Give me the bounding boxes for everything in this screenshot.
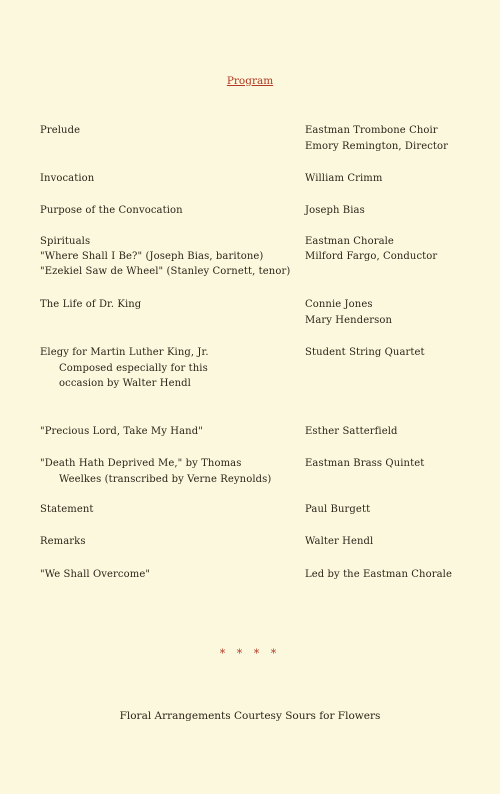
death-note: Weelkes (transcribed by Verne Reynolds) bbox=[59, 474, 272, 485]
life-speaker-2: Mary Henderson bbox=[305, 315, 392, 326]
precious-label: "Precious Lord, Take My Hand" bbox=[40, 426, 203, 437]
prelude-performer: Eastman Trombone Choir bbox=[305, 125, 438, 136]
statement-speaker: Paul Burgett bbox=[305, 504, 371, 515]
precious-performer: Esther Satterfield bbox=[305, 426, 398, 437]
purpose-label: Purpose of the Convocation bbox=[40, 205, 183, 216]
overcome-performer: Led by the Eastman Chorale bbox=[305, 569, 452, 580]
death-performer: Eastman Brass Quintet bbox=[305, 458, 425, 469]
life-label: The Life of Dr. King bbox=[40, 299, 142, 310]
statement-label: Statement bbox=[40, 504, 94, 515]
invocation-performer: William Crimm bbox=[305, 173, 383, 184]
death-label: "Death Hath Deprived Me," by Thomas bbox=[40, 458, 242, 469]
purpose-speaker: Joseph Bias bbox=[305, 205, 365, 216]
section-divider-stars: * * * * bbox=[219, 647, 281, 660]
floral-credit: Floral Arrangements Courtesy Sours for Flowers bbox=[119, 710, 381, 722]
life-speaker-1: Connie Jones bbox=[305, 299, 373, 310]
overcome-label: "We Shall Overcome" bbox=[40, 569, 151, 580]
spiritual-where-shall-i-be: "Where Shall I Be?" (Joseph Bias, baritone) bbox=[40, 251, 264, 262]
elegy-performer: Student String Quartet bbox=[305, 347, 425, 358]
program-title: Program bbox=[226, 75, 274, 87]
elegy-label: Elegy for Martin Luther King, Jr. bbox=[40, 347, 209, 358]
elegy-note-1: Composed especially for this bbox=[59, 363, 208, 374]
spirituals-conductor: Milford Fargo, Conductor bbox=[305, 251, 438, 262]
prelude-director: Emory Remington, Director bbox=[305, 141, 449, 152]
remarks-label: Remarks bbox=[40, 536, 86, 547]
spiritual-ezekiel: "Ezekiel Saw de Wheel" (Stanley Cornett, tenor) bbox=[40, 266, 291, 277]
spirituals-label: Spirituals bbox=[40, 236, 91, 247]
prelude-label: Prelude bbox=[40, 125, 81, 136]
spirituals-performer: Eastman Chorale bbox=[305, 236, 394, 247]
invocation-label: Invocation bbox=[40, 173, 95, 184]
remarks-speaker: Walter Hendl bbox=[305, 536, 374, 547]
elegy-note-2: occasion by Walter Hendl bbox=[59, 378, 191, 389]
